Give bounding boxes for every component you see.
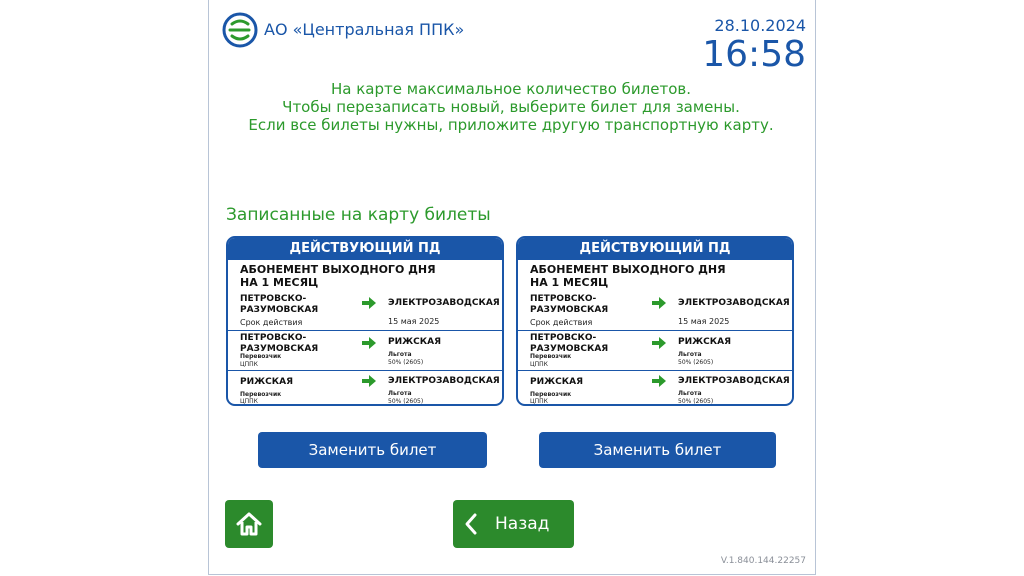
validity-label: Срок действия [240, 318, 303, 327]
carrier-value: ЦППК [530, 361, 548, 368]
validity-value: 15 мая 2025 [678, 317, 730, 326]
segment-1-from-line-1: ПЕТРОВСКО- [240, 294, 307, 304]
benefit-label: Льгота [678, 351, 702, 358]
benefit-label: Льгота [388, 351, 412, 358]
validity-value: 15 мая 2025 [388, 317, 440, 326]
arrow-right-icon [652, 337, 666, 349]
back-button-label: Назад [495, 514, 550, 534]
divider [228, 370, 502, 371]
carrier-value: ЦППК [240, 361, 258, 368]
cppk-logo-icon [222, 12, 258, 48]
divider [518, 330, 792, 331]
arrow-right-icon [652, 375, 666, 387]
max-tickets-message [208, 80, 814, 134]
ticket-card[interactable] [226, 236, 504, 406]
ticket-type-line-1: АБОНЕМЕНТ ВЫХОДНОГО ДНЯ [530, 263, 726, 276]
current-date: 28.10.2024 [714, 16, 806, 35]
segment-1-to: ЭЛЕКТРОЗАВОДСКАЯ [388, 298, 500, 308]
segment-1-from-line-2: РАЗУМОВСКАЯ [530, 305, 609, 315]
segment-2-to: РИЖСКАЯ [678, 337, 732, 347]
carrier-value: ЦППК [530, 398, 548, 405]
message-line-2: Чтобы перезаписать новый, выберите билет для замены. [282, 98, 740, 116]
carrier-label: Перевозчик [240, 391, 282, 398]
segment-2-from-line-1: ПЕТРОВСКО- [530, 333, 597, 343]
chevron-left-icon [463, 512, 479, 536]
validity-label: Срок действия [530, 318, 593, 327]
segment-3-from: РИЖСКАЯ [530, 377, 584, 387]
segment-1-from [240, 294, 350, 316]
divider [518, 370, 792, 371]
segment-1-from-line-2: РАЗУМОВСКАЯ [240, 305, 319, 315]
segment-3-from: РИЖСКАЯ [240, 377, 294, 387]
section-title: Записанные на карту билеты [226, 205, 491, 225]
ticket-card[interactable] [516, 236, 794, 406]
segment-2-to: РИЖСКАЯ [388, 337, 442, 347]
arrow-right-icon [362, 337, 376, 349]
message-line-1: На карте максимальное количество билетов. [331, 80, 691, 98]
segment-3-to: ЭЛЕКТРОЗАВОДСКАЯ [678, 376, 790, 386]
ticket-type-line-1: АБОНЕМЕНТ ВЫХОДНОГО ДНЯ [240, 263, 436, 276]
benefit-label: Льгота [678, 390, 702, 397]
home-icon [235, 510, 263, 538]
segment-2-from-line-2: РАЗУМОВСКАЯ [530, 344, 609, 354]
ticket-type-line-2: НА 1 МЕСЯЦ [530, 276, 609, 289]
benefit-label: Льгота [388, 390, 412, 397]
arrow-right-icon [652, 297, 666, 309]
back-button[interactable] [453, 500, 574, 548]
arrow-right-icon [362, 297, 376, 309]
segment-1-to: ЭЛЕКТРОЗАВОДСКАЯ [678, 298, 790, 308]
segment-2-from [240, 333, 350, 355]
segment-3-to: ЭЛЕКТРОЗАВОДСКАЯ [388, 376, 500, 386]
ticket-status: ДЕЙСТВУЮЩИЙ ПД [518, 238, 792, 260]
replace-ticket-button[interactable]: Заменить билет [258, 432, 487, 468]
carrier-value: ЦППК [240, 398, 258, 405]
benefit-value: 50% (2605) [678, 398, 714, 405]
divider [228, 330, 502, 331]
segment-1-from [530, 294, 640, 316]
arrow-right-icon [362, 375, 376, 387]
ticket-type [530, 263, 730, 289]
benefit-value: 50% (2605) [678, 359, 714, 366]
app-version: V.1.840.144.22257 [720, 556, 806, 566]
carrier-label: Перевозчик [240, 353, 282, 360]
benefit-value: 50% (2605) [388, 359, 424, 366]
replace-ticket-button[interactable]: Заменить билет [539, 432, 776, 468]
segment-2-from-line-2: РАЗУМОВСКАЯ [240, 344, 319, 354]
segment-2-from [530, 333, 640, 355]
carrier-label: Перевозчик [530, 353, 572, 360]
carrier-label: Перевозчик [530, 391, 572, 398]
benefit-value: 50% (2605) [388, 398, 424, 405]
segment-2-from-line-1: ПЕТРОВСКО- [240, 333, 307, 343]
ticket-type-line-2: НА 1 МЕСЯЦ [240, 276, 319, 289]
message-line-3: Если все билеты нужны, приложите другую транспортную карту. [248, 116, 774, 134]
current-time: 16:58 [702, 34, 806, 75]
segment-1-from-line-1: ПЕТРОВСКО- [530, 294, 597, 304]
brand-name: АО «Центральная ППК» [264, 20, 465, 39]
home-button[interactable] [225, 500, 273, 548]
ticket-status: ДЕЙСТВУЮЩИЙ ПД [228, 238, 502, 260]
ticket-type [240, 263, 440, 289]
